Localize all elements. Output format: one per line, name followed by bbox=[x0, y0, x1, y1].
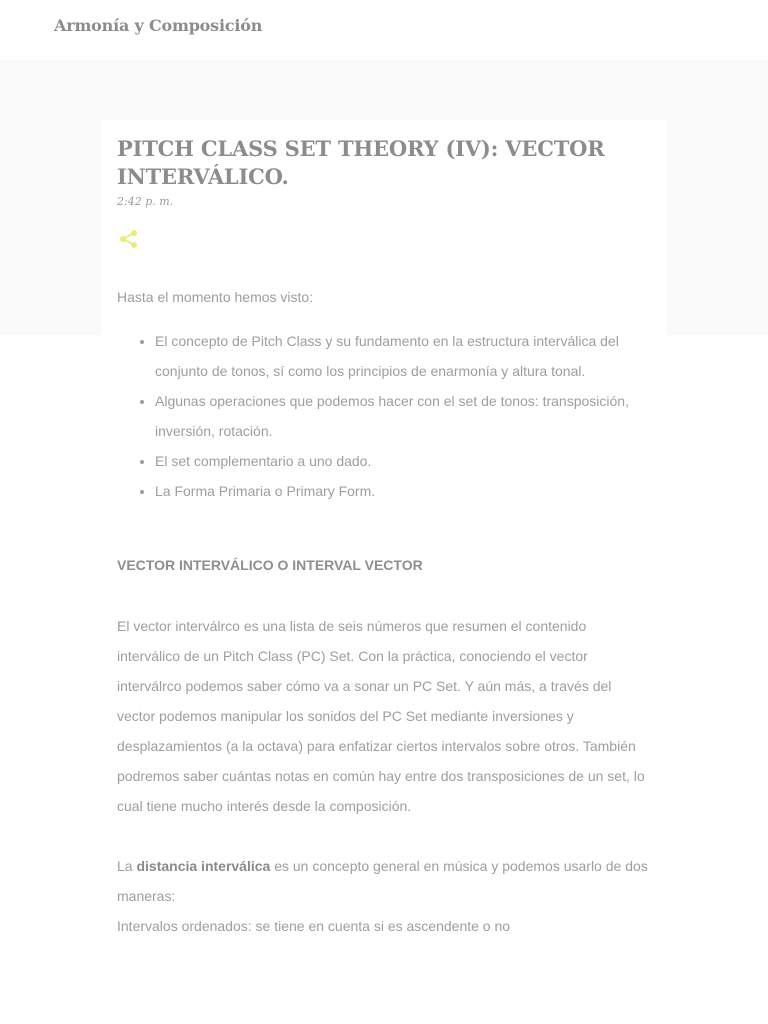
paragraph-ordered-intervals: Intervalos ordenados: se tiene en cuenta si es ascendente o no bbox=[117, 918, 511, 934]
intro-text: Hasta el momento hemos visto: bbox=[117, 289, 314, 305]
list-item: • Algunas operaciones que podemos hacer con el set de tonos: transposición, inversión, rotación. bbox=[155, 386, 653, 446]
list-item: • La Forma Primaria o Primary Form. bbox=[155, 476, 653, 506]
post-title: PITCH CLASS SET THEORY (IV): VECTOR INTERVÁLICO. bbox=[117, 136, 605, 189]
paragraph-interval-vector: El vector interválrco es una lista de seis números que resumen el contenido interválico de un Pitch Class (PC) Set. Con la práctica, conociendo el vector interválrco podemos saber cómo va a sonar un PC Set. Y aún más, a través del vector podemos manipular los sonidos del PC Set mediante inversiones y desplazamientos (a la octava) para enfatizar ciertos intervalos sobre otros. También podremos saber cuántas notas en común hay entre dos transposiciones de un set, lo cual tiene mucho interés desde la composición. bbox=[117, 618, 645, 814]
post-body bbox=[117, 282, 653, 941]
section-heading: VECTOR INTERVÁLICO O INTERVAL VECTOR bbox=[117, 557, 423, 573]
topics-list bbox=[117, 326, 653, 506]
blog-header bbox=[0, 0, 768, 60]
list-item: • El concepto de Pitch Class y su fundamento en la estructura interválica del conjunto de tonos, sí como los principios de enarmonía y altura tonal. bbox=[155, 326, 653, 386]
share-icon[interactable] bbox=[118, 228, 140, 250]
paragraph-text: La bbox=[117, 858, 137, 874]
post-timestamp[interactable]: 2:42 p. m. bbox=[117, 195, 174, 208]
list-item: • El set complementario a uno dado. bbox=[155, 446, 653, 476]
paragraph-interval-distance bbox=[117, 851, 653, 911]
paragraph-text: es un concepto general en música y podemos usarlo de dos maneras: bbox=[117, 858, 648, 904]
blog-title-link[interactable]: Armonía y Composición bbox=[54, 16, 263, 35]
bold-term: distancia interválica bbox=[136, 858, 271, 874]
